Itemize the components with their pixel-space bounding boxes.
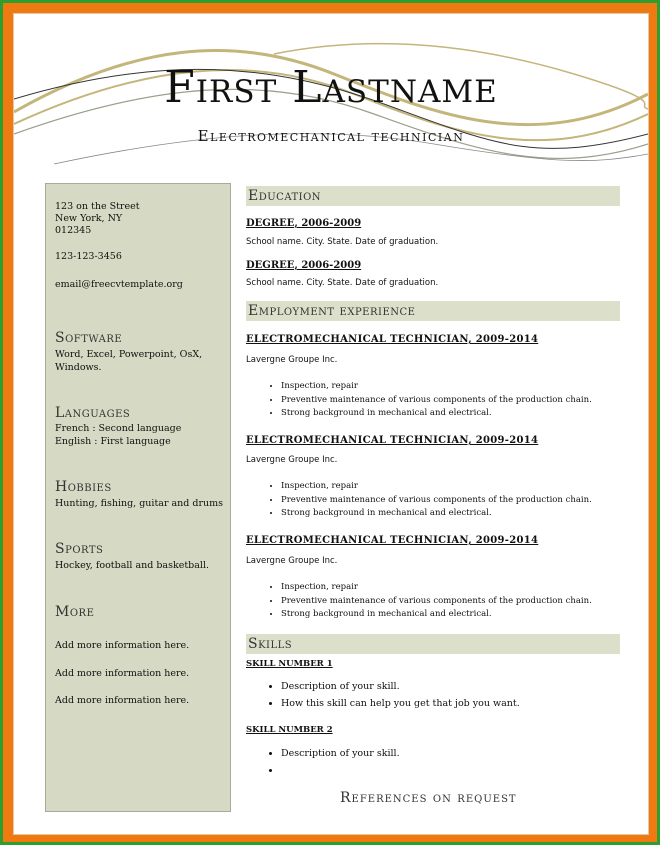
degree-detail: School name. City. State. Date of graduation. <box>246 278 439 288</box>
list-item <box>281 762 400 779</box>
hobbies-heading: Hobbies <box>55 479 112 495</box>
list-item: • Strong background in mechanical and electrical. <box>281 608 592 622</box>
more-line: Add more information here. <box>55 668 190 679</box>
list-item: • Strong background in mechanical and electrical. <box>281 507 592 521</box>
language-line: English : First language <box>55 436 171 447</box>
skills-heading: Skills <box>246 634 620 654</box>
list-item: • Preventive maintenance of various components of the production chain. <box>281 595 592 609</box>
list-item: • Inspection, repair <box>281 581 592 595</box>
degree-detail: School name. City. State. Date of graduation. <box>246 237 439 247</box>
software-text: Word, Excel, Powerpoint, OsX, Windows. <box>55 349 203 373</box>
employment-heading: Employment experience <box>246 301 620 321</box>
email-address[interactable]: email@freecvtemplate.org <box>55 279 183 290</box>
degree-title: DEGREE, 2006-2009 <box>246 218 362 229</box>
list-item: • Inspection, repair <box>281 480 592 494</box>
list-item: • Inspection, repair <box>281 380 592 394</box>
address-line: New York, NY <box>55 213 123 224</box>
list-item: • Strong background in mechanical and electrical. <box>281 407 592 421</box>
education-heading: Education <box>246 186 620 206</box>
address-line: 012345 <box>55 225 92 236</box>
skill-bullets <box>265 745 400 779</box>
sports-heading: Sports <box>55 541 104 557</box>
job-bullets <box>265 480 592 521</box>
candidate-title: Electromechanical technician <box>197 127 465 145</box>
phone-number: 123-123-3456 <box>55 251 122 262</box>
address-line: 123 on the Street <box>55 201 140 212</box>
list-item: • How this skill can help you get that job you want. <box>281 695 520 712</box>
job-company: Lavergne Groupe Inc. <box>246 556 338 566</box>
list-item: • Description of your skill. <box>281 745 400 762</box>
job-title: ELECTROMECHANICAL TECHNICIAN, 2009-2014 <box>246 334 539 345</box>
candidate-name: First Lastname <box>164 62 498 113</box>
more-heading: More <box>55 604 95 620</box>
job-bullets <box>265 581 592 622</box>
more-line: Add more information here. <box>55 640 190 651</box>
sports-text: Hockey, football and basketball. <box>55 560 210 571</box>
job-title: ELECTROMECHANICAL TECHNICIAN, 2009-2014 <box>246 535 539 546</box>
language-line: French : Second language <box>55 423 182 434</box>
list-item: • Preventive maintenance of various components of the production chain. <box>281 394 592 408</box>
languages-heading: Languages <box>55 405 131 421</box>
more-line: Add more information here. <box>55 695 190 706</box>
skill-title: SKILL NUMBER 1 <box>246 659 333 669</box>
list-item: • Description of your skill. <box>281 678 520 695</box>
skill-title: SKILL NUMBER 2 <box>246 725 333 735</box>
job-bullets <box>265 380 592 421</box>
list-item: • Preventive maintenance of various components of the production chain. <box>281 494 592 508</box>
resume-page <box>13 13 649 835</box>
contact-sidebar <box>45 183 231 812</box>
job-company: Lavergne Groupe Inc. <box>246 355 338 365</box>
degree-title: DEGREE, 2006-2009 <box>246 260 362 271</box>
skill-bullets <box>265 678 520 712</box>
references-note: References on request <box>340 790 517 806</box>
job-company: Lavergne Groupe Inc. <box>246 455 338 465</box>
software-heading: Software <box>55 330 123 346</box>
job-title: ELECTROMECHANICAL TECHNICIAN, 2009-2014 <box>246 435 539 446</box>
hobbies-text: Hunting, fishing, guitar and drums <box>55 498 224 509</box>
